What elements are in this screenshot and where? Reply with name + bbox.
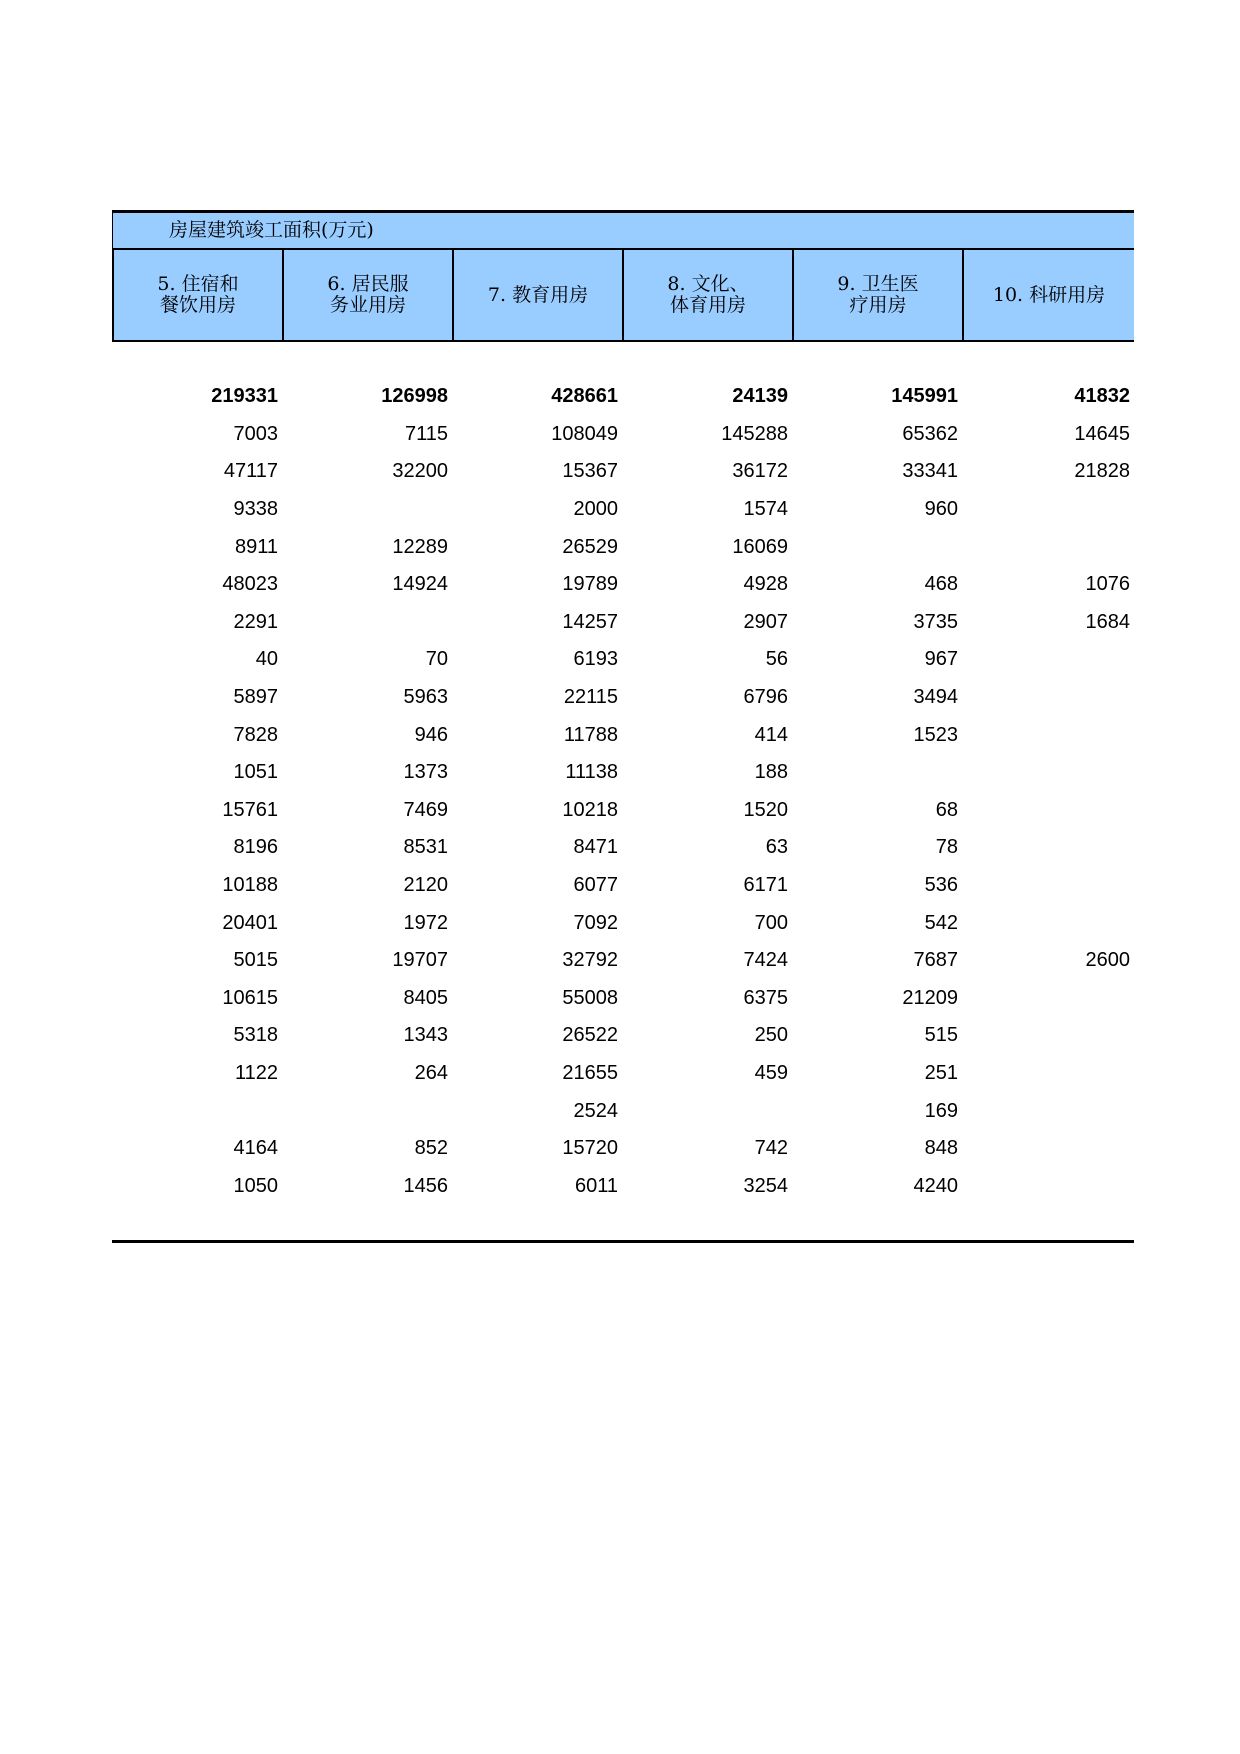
- table-cell: 145288: [721, 422, 788, 445]
- table-cell: 32200: [392, 460, 448, 483]
- table-cell: 2907: [743, 610, 788, 633]
- table-cell: 6796: [743, 686, 788, 709]
- table-row: [112, 980, 1134, 1018]
- column-header-line: 8. 文化、: [667, 273, 749, 295]
- table-cell: 742: [754, 1137, 788, 1160]
- table-cell: 1574: [743, 498, 788, 521]
- table-cell: 188: [754, 761, 788, 784]
- table-cell: 16069: [732, 535, 788, 558]
- table-cell: 108049: [551, 422, 618, 445]
- table-cell: 19707: [392, 949, 448, 972]
- table-cell: 24139: [732, 385, 788, 408]
- table-cell: 6375: [743, 986, 788, 1009]
- table-cell: 960: [924, 498, 958, 521]
- table-cell: 33341: [902, 460, 958, 483]
- table-cell: 6077: [573, 874, 618, 897]
- table-cell: 7115: [404, 422, 448, 445]
- table-cell: 1684: [1085, 610, 1130, 633]
- table-cell: 4240: [913, 1174, 958, 1197]
- table-cell: 542: [924, 911, 958, 934]
- table-cell: 5318: [233, 1024, 278, 1047]
- table-cell: 8405: [403, 986, 448, 1009]
- table-cell: 68: [935, 798, 958, 821]
- table-body: [112, 342, 1134, 1205]
- column-header-line: 10. 科研用房: [992, 283, 1106, 306]
- table-row: [112, 1092, 1134, 1130]
- table-row: [112, 754, 1134, 792]
- table-cell: 47117: [223, 460, 278, 483]
- table-title: 房屋建筑竣工面积(万元): [112, 213, 1134, 248]
- table-cell: 1122: [234, 1061, 278, 1084]
- bottom-rule: [112, 1240, 1134, 1243]
- table-cell: 5963: [403, 686, 448, 709]
- column-header-line: 疗用房: [849, 294, 907, 316]
- column-header-line: 6. 居民服: [327, 273, 409, 295]
- table-cell: 2120: [403, 874, 448, 897]
- table-cell: 21828: [1074, 460, 1130, 483]
- table-cell: 946: [414, 723, 448, 746]
- column-header: [454, 250, 624, 340]
- table-cell: 1050: [233, 1174, 278, 1197]
- table-cell: 7687: [913, 949, 958, 972]
- table-cell: 26522: [562, 1024, 618, 1047]
- table-cell: 70: [425, 648, 448, 671]
- table-cell: 7003: [233, 422, 278, 445]
- column-header-line: 务业用房: [329, 294, 406, 316]
- table-row: [112, 942, 1134, 980]
- column-header-line: 7. 教育用房: [487, 283, 589, 306]
- table-cell: 7828: [233, 723, 278, 746]
- table-cell: 3254: [743, 1174, 788, 1197]
- table-row: [112, 1130, 1134, 1168]
- table-cell: 2291: [233, 610, 278, 633]
- table-cell: 56: [765, 648, 788, 671]
- table-cell: 15720: [562, 1137, 618, 1160]
- column-header-line: 体育用房: [669, 294, 746, 316]
- table-row: [112, 1055, 1134, 1093]
- table-cell: 536: [924, 874, 958, 897]
- table-cell: 11788: [563, 723, 618, 746]
- table-row: [112, 904, 1134, 942]
- table-cell: 2000: [573, 498, 618, 521]
- table-cell: 250: [754, 1024, 788, 1047]
- table-cell: 20401: [222, 911, 278, 934]
- table-cell: 32792: [562, 949, 618, 972]
- table-cell: 7424: [743, 949, 788, 972]
- table-cell: 10615: [222, 986, 278, 1009]
- table-cell: 219331: [211, 385, 278, 408]
- table-cell: 78: [935, 836, 958, 859]
- column-header-line: 5. 住宿和: [157, 273, 239, 295]
- table-cell: 264: [414, 1061, 448, 1084]
- table-cell: 967: [924, 648, 958, 671]
- table-cell: 48023: [222, 573, 278, 596]
- table-row: [112, 566, 1134, 604]
- column-header: [624, 250, 794, 340]
- table-cell: 21209: [902, 986, 958, 1009]
- table-cell: 4928: [743, 573, 788, 596]
- column-header: [794, 250, 964, 340]
- table-cell: 1456: [403, 1174, 448, 1197]
- table-cell: 5897: [233, 686, 278, 709]
- table-cell: 1343: [403, 1024, 448, 1047]
- table-row: [112, 416, 1134, 454]
- table-cell: 169: [924, 1099, 958, 1122]
- table-row: [112, 829, 1134, 867]
- data-table: [112, 210, 1134, 1205]
- table-cell: 251: [924, 1061, 958, 1084]
- table-cell: 10218: [562, 798, 618, 821]
- table-cell: 14257: [562, 610, 618, 633]
- table-cell: 15367: [562, 460, 618, 483]
- table-cell: 3735: [913, 610, 958, 633]
- table-row: [112, 453, 1134, 491]
- table-cell: 4164: [233, 1137, 278, 1160]
- table-cell: 6193: [573, 648, 618, 671]
- table-cell: 126998: [381, 385, 448, 408]
- column-header-line: 餐饮用房: [159, 294, 236, 316]
- column-header: [114, 250, 284, 340]
- table-cell: 9338: [233, 498, 278, 521]
- total-row: [112, 378, 1134, 416]
- table-row: [112, 604, 1134, 642]
- table-cell: 10188: [222, 874, 278, 897]
- table-cell: 8911: [234, 535, 278, 558]
- table-cell: 414: [754, 723, 788, 746]
- table-cell: 8471: [573, 836, 618, 859]
- column-header: [964, 250, 1134, 340]
- table-cell: 41832: [1074, 385, 1130, 408]
- table-cell: 19789: [562, 573, 618, 596]
- table-cell: 40: [255, 648, 278, 671]
- table-cell: 21655: [562, 1061, 618, 1084]
- table-cell: 8196: [233, 836, 278, 859]
- table-cell: 8531: [403, 836, 448, 859]
- table-cell: 5015: [233, 949, 278, 972]
- column-header-line: 9. 卫生医: [837, 273, 919, 295]
- table-cell: 14645: [1074, 422, 1130, 445]
- table-cell: 36172: [732, 460, 788, 483]
- table-row: [112, 641, 1134, 679]
- table-cell: 459: [754, 1061, 788, 1084]
- table-cell: 2524: [573, 1099, 618, 1122]
- column-header: [284, 250, 454, 340]
- table-cell: 6011: [574, 1174, 618, 1197]
- table-row: [112, 716, 1134, 754]
- table-cell: 428661: [551, 385, 618, 408]
- table-cell: 1076: [1085, 573, 1130, 596]
- table-cell: 22115: [563, 686, 618, 709]
- table-cell: 14924: [392, 573, 448, 596]
- table-cell: 2600: [1085, 949, 1130, 972]
- table-row: [112, 679, 1134, 717]
- table-cell: 1972: [403, 911, 448, 934]
- table-row: [112, 491, 1134, 529]
- table-cell: 3494: [913, 686, 958, 709]
- table-row: [112, 1017, 1134, 1055]
- table-cell: 1523: [913, 723, 958, 746]
- table-cell: 7092: [573, 911, 618, 934]
- table-cell: 55008: [562, 986, 618, 1009]
- table-cell: 700: [754, 911, 788, 934]
- table-cell: 7469: [403, 798, 448, 821]
- table-cell: 145991: [891, 385, 958, 408]
- table-cell: 63: [765, 836, 788, 859]
- table-cell: 1520: [743, 798, 788, 821]
- table-row: [112, 528, 1134, 566]
- table-cell: 1051: [233, 761, 278, 784]
- table-cell: 852: [414, 1137, 448, 1160]
- table-cell: 12289: [392, 535, 448, 558]
- table-cell: 11138: [565, 761, 618, 784]
- column-header-row: [112, 248, 1134, 342]
- table-cell: 468: [924, 573, 958, 596]
- table-row: [112, 792, 1134, 830]
- table-cell: 26529: [562, 535, 618, 558]
- table-cell: 6171: [743, 874, 788, 897]
- table-cell: 65362: [902, 422, 958, 445]
- table-row: [112, 1167, 1134, 1205]
- table-row: [112, 867, 1134, 905]
- table-cell: 15761: [222, 798, 278, 821]
- table-cell: 1373: [403, 761, 448, 784]
- table-cell: 848: [924, 1137, 958, 1160]
- table-cell: 515: [924, 1024, 958, 1047]
